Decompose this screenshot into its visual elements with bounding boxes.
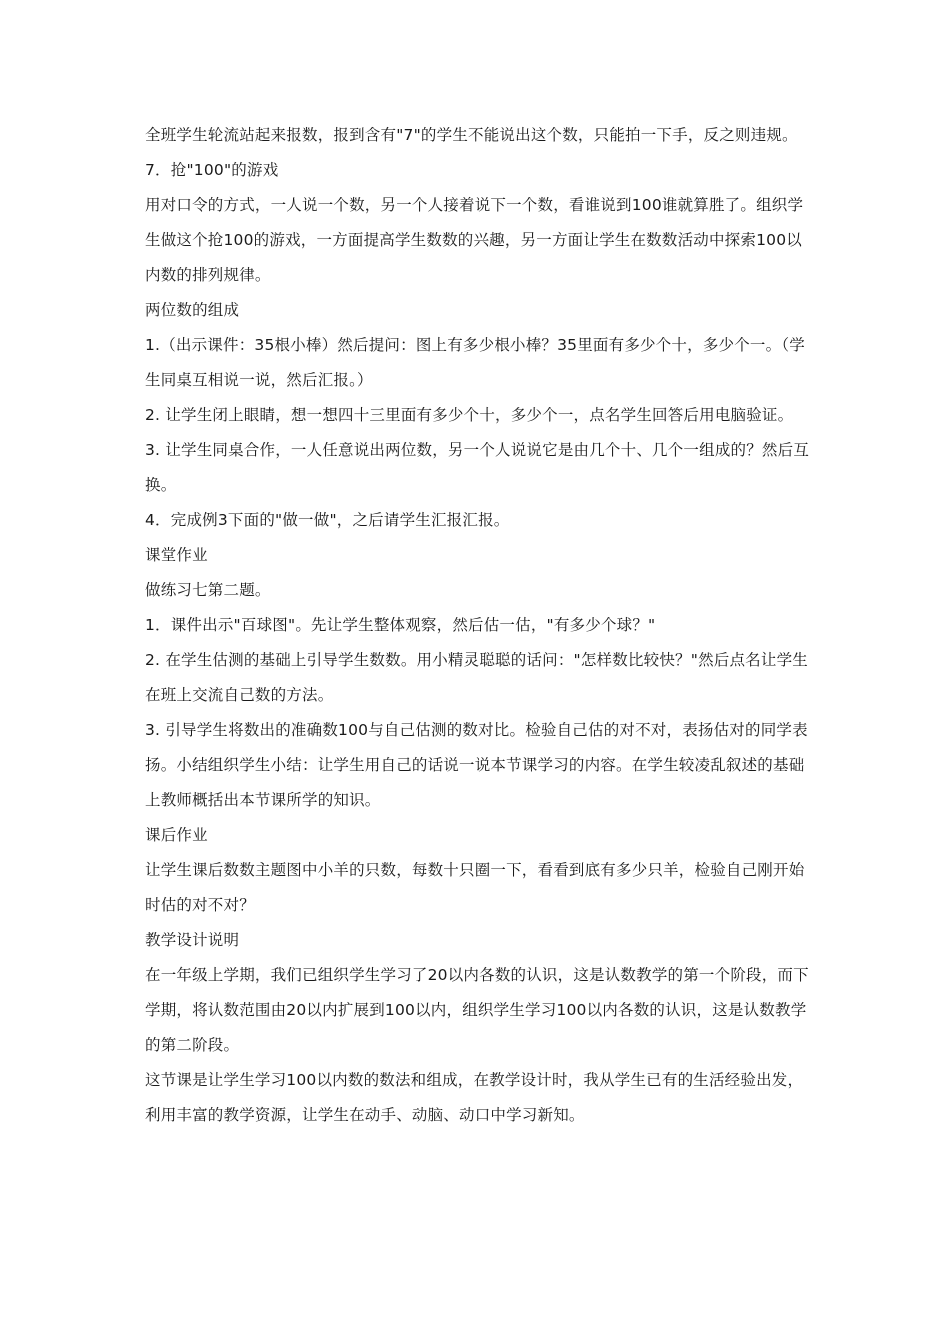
heading-classroom-work: 课堂作业 [145,546,208,564]
paragraph-composition-step-3: 3. 让学生同桌合作，一人任意说出两位数，另一个人说说它是由几个十、几个一组成的？然后互换。 [145,441,810,494]
paragraph-design-notes-1: 在一年级上学期，我们已组织学生学习了20以内各数的认识，这是认数教学的第一个阶段，而下学期，将认数范围由20以内扩展到100以内，组织学生学习100以内各数的认识，这是认数教学的第二阶段。 [145,966,809,1054]
document-page [145,118,810,1133]
heading-two-digit-composition: 两位数的组成 [145,301,240,319]
heading-design-notes: 教学设计说明 [145,931,240,949]
paragraph-homework: 让学生课后数数主题图中小羊的只数，每数十只圈一下，看看到底有多少只羊，检验自己刚开始时估的对不对？ [145,861,805,914]
paragraph-composition-step-2: 2. 让学生闭上眼睛，想一想四十三里面有多少个十，多少个一，点名学生回答后用电脑验证。 [145,406,794,424]
paragraph-classwork-step-2: 2. 在学生估测的基础上引导学生数数。用小精灵聪聪的话问："怎样数比较快？"然后点名让学生在班上交流自己数的方法。 [145,651,808,704]
paragraph-design-notes-2: 这节课是让学生学习100以内数的数法和组成，在教学设计时，我从学生已有的生活经验出发，利用丰富的教学资源，让学生在动手、动脑、动口中学习新知。 [145,1071,804,1124]
heading-homework: 课后作业 [145,826,208,844]
paragraph-composition-step-4: 4．完成例3下面的"做一做"，之后请学生汇报汇报。 [145,511,510,529]
paragraph-classwork-step-1: 1．课件出示"百球图"。先让学生整体观察，然后估一估，"有多少个球？" [145,616,656,634]
paragraph-classwork-step-3: 3. 引导学生将数出的准确数100与自己估测的数对比。检验自己估的对不对，表扬估对的同学表扬。小结组织学生小结：让学生用自己的话说一说本节课学习的内容。在学生较凌乱叙述的基础上教师概括出本节课所学的知识。 [145,721,808,809]
paragraph-counting-game-rule: 全班学生轮流站起来报数，报到含有"7"的学生不能说出这个数，只能拍一下手，反之则违规。 [145,126,798,144]
heading-grab-100-game: 7．抢"100"的游戏 [145,161,279,179]
paragraph-exercise-seven: 做练习七第二题。 [145,581,271,599]
paragraph-grab-100-description: 用对口令的方式，一人说一个数，另一个人接着说下一个数，看谁说到100谁就算胜了。组织学生做这个抢100的游戏，一方面提高学生数数的兴趣，另一方面让学生在数数活动中探索100以内数的排列规律。 [145,196,804,284]
paragraph-composition-step-1: 1.（出示课件：35根小棒）然后提问：图上有多少根小棒？35里面有多少个十，多少个一。（学生同桌互相说一说，然后汇报。） [145,336,805,389]
